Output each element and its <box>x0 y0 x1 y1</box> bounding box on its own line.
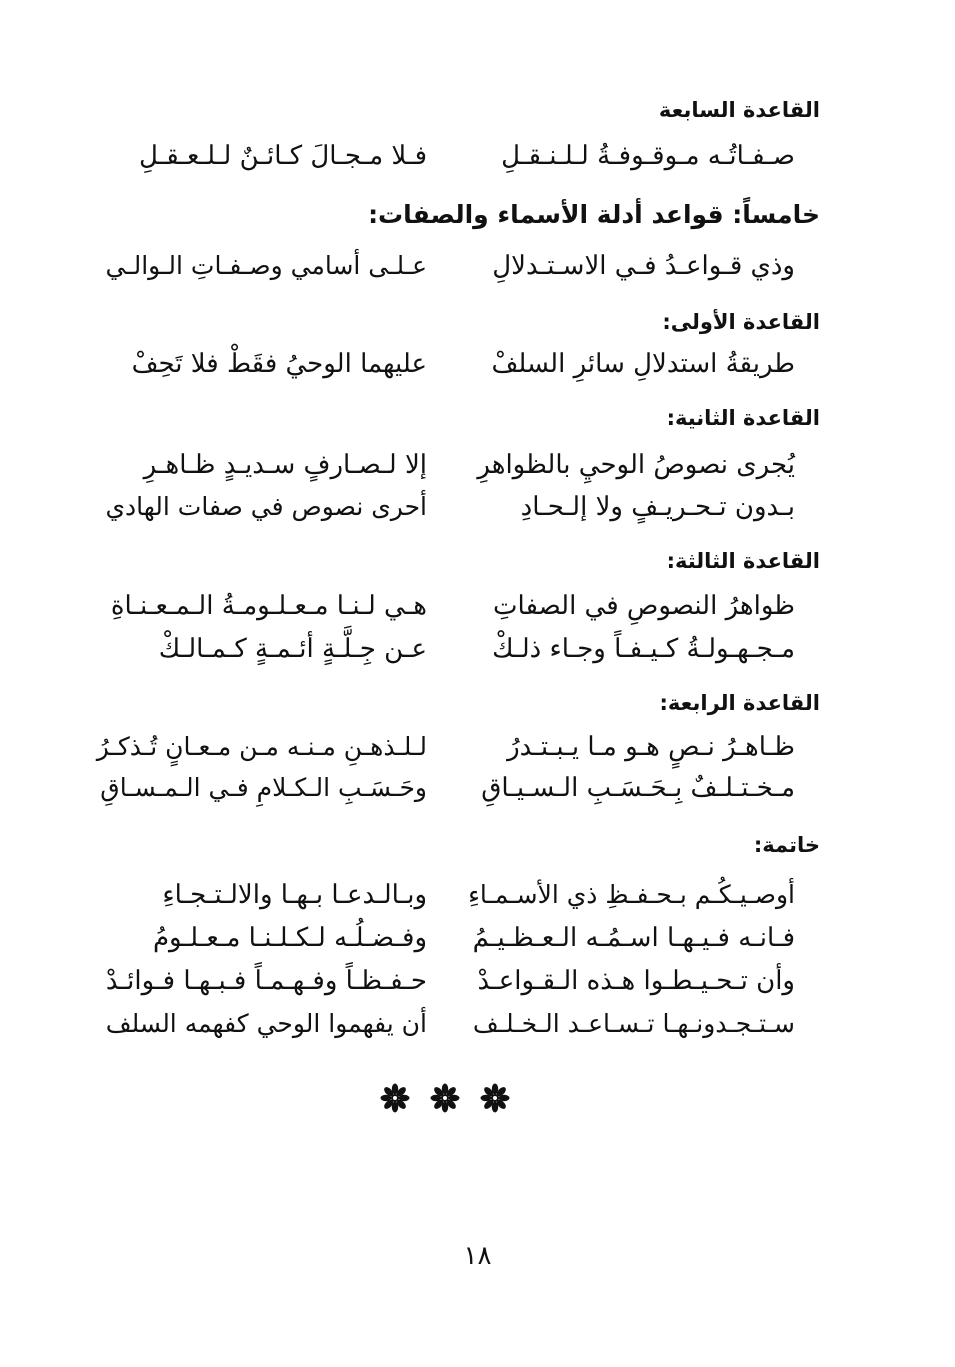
verse-first-hemistich: يُجرى نصوصُ الوحيِ بالظواهرِ <box>477 450 795 480</box>
verse-second-hemistich: وبـالـدعـا بـهـا والالـتـجـاءِ <box>162 880 427 910</box>
section-heading: خامساً: قواعد أدلة الأسماء والصفات: <box>368 200 820 229</box>
verse-line <box>105 628 795 670</box>
section-heading: القاعدة السابعة <box>658 98 820 122</box>
verse-line <box>105 486 795 528</box>
verse-first-hemistich: وذي قـواعـدُ فـي الاسـتـدلالِ <box>492 251 795 281</box>
floral-star-icon <box>480 1083 510 1113</box>
verse-line <box>105 874 795 916</box>
verse-first-hemistich: سـتـجـدونـهـا تـسـاعـد الـخـلـف <box>472 1009 795 1038</box>
section-heading: القاعدة الرابعة: <box>659 691 820 715</box>
floral-star-icon <box>430 1083 460 1113</box>
verse-line <box>105 585 795 627</box>
verse-second-hemistich: عليهما الوحيُ فقَطْ فلا تَحِفْ <box>131 349 427 379</box>
verse-line <box>100 767 795 809</box>
verse-line <box>96 726 795 768</box>
verse-first-hemistich: ظـاهـرُ نـصٍ هـو مـا يـبـتـدرُ <box>507 732 795 762</box>
verse-first-hemistich: وأن تـحـيـطـوا هـذه الـقـواعـدْ <box>477 966 795 996</box>
verse-second-hemistich: وفـضـلُـه لـكـلـنـا مـعـلـومُ <box>152 923 427 953</box>
verse-line <box>105 245 795 287</box>
verse-line <box>105 135 795 177</box>
verse-second-hemistich: عـن جِـلَّـةٍ أئـمـةٍ كـمـالـكْ <box>158 634 427 664</box>
verse-first-hemistich: مـخـتـلـفٌ بِـحَـسَـبِ الـسـيـاقِ <box>481 773 795 803</box>
verse-line <box>105 444 795 486</box>
verse-second-hemistich: حـفـظـاً وفـهـمـاً فـبـهـا فـوائـدْ <box>105 966 427 996</box>
verse-second-hemistich: لـلـذهـنِ مـنـه مـن مـعـانٍ تُـذكـرُ <box>96 732 427 761</box>
section-heading: القاعدة الأولى: <box>662 310 820 334</box>
verse-second-hemistich: وحَـسَـبِ الـكـلامِ فـي الـمـسـاقِ <box>100 773 427 802</box>
verse-second-hemistich: إلا لـصـارفٍ سـديـدٍ ظـاهـرِ <box>143 450 427 480</box>
verse-second-hemistich: عـلـى أسامي وصـفـاتِ الـوالـي <box>105 251 427 280</box>
ornament-divider <box>380 1080 510 1116</box>
verse-line <box>105 960 795 1002</box>
verse-second-hemistich: أحرى نصوص في صفات الهادي <box>105 492 427 521</box>
verse-first-hemistich: طريقةُ استدلالِ سائرِ السلفْ <box>491 349 795 379</box>
verse-line <box>105 917 795 959</box>
verse-first-hemistich: بـدون تـحـريـفٍ ولا إلـحـادِ <box>520 492 795 522</box>
section-heading: القاعدة الثالثة: <box>666 549 820 573</box>
page-number: ١٨ <box>463 1241 492 1271</box>
verse-first-hemistich: أوصـيـكُـم بـحـفـظِ ذي الأسـمـاءِ <box>468 880 795 909</box>
verse-first-hemistich: صـفـاتُـه مـوقـوفـةُ لـلـنـقـلِ <box>501 141 795 171</box>
section-heading: خاتمة: <box>753 833 820 857</box>
verse-first-hemistich: فـانـه فـيـهـا اسـمُـه الـعـظـيـمُ <box>472 923 795 953</box>
floral-star-icon <box>380 1083 410 1113</box>
verse-second-hemistich: فـلا مـجـالَ كـائـنٌ لـلـعـقـلِ <box>138 141 427 171</box>
verse-first-hemistich: ظواهرُ النصوصِ في الصفاتِ <box>493 591 795 621</box>
verse-first-hemistich: مـجـهـولـةُ كـيـفـاً وجـاء ذلـكْ <box>492 634 795 664</box>
verse-line <box>105 343 795 385</box>
section-heading: القاعدة الثانية: <box>666 406 820 430</box>
verse-line <box>105 1003 795 1045</box>
verse-second-hemistich: أن يفهموا الوحي كفهمه السلف <box>105 1009 427 1038</box>
verse-second-hemistich: هـي لـنـا مـعـلـومـةُ الـمـعـنـاةِ <box>110 591 427 621</box>
